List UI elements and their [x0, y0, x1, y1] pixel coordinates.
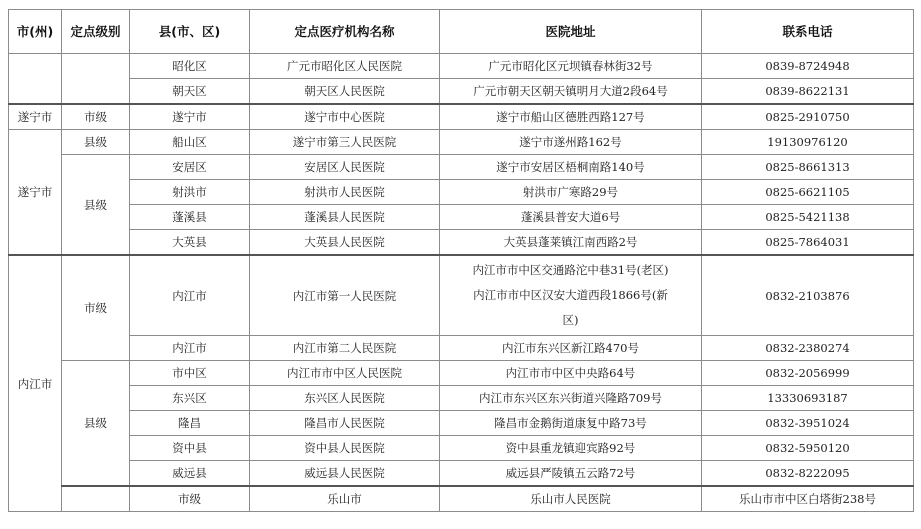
table-row: [9, 130, 914, 155]
county-cell: 昭化区: [130, 54, 250, 79]
level-cell: 市级: [130, 486, 250, 512]
designated-hospital-table: [8, 9, 914, 512]
county-cell: 船山区: [130, 130, 250, 155]
hospital-name-cell: 朝天区人民医院: [250, 79, 440, 105]
table-row: [9, 361, 914, 386]
hospital-name-cell: 内江市第一人民医院: [250, 255, 440, 336]
phone-cell: 0825-2910750: [702, 104, 914, 130]
address-cell: 内江市市中区中央路64号: [440, 361, 702, 386]
hospital-name-cell: 内江市第二人民医院: [250, 336, 440, 361]
table-row: [9, 386, 914, 411]
header-phone: 联系电话: [702, 10, 914, 54]
table-row: [9, 180, 914, 205]
phone-cell: 0825-5421138: [702, 205, 914, 230]
address-line: 内江市市中区汉安大道西段1866号(新: [473, 288, 668, 302]
phone-cell: 0825-7864031: [702, 230, 914, 256]
phone-cell: 0832-2056999: [702, 361, 914, 386]
address-cell: 内江市东兴区新江路470号: [440, 336, 702, 361]
level-cell: 市级: [62, 255, 130, 361]
table-row: [9, 255, 914, 336]
hospital-name-cell: 安居区人民医院: [250, 155, 440, 180]
table-row: [9, 436, 914, 461]
table-row: [9, 461, 914, 487]
phone-cell: 0839-8724948: [702, 54, 914, 79]
address-cell: 遂宁市安居区梧桐南路140号: [440, 155, 702, 180]
county-cell: 威远县: [130, 461, 250, 487]
phone-cell: 0839-8622131: [702, 79, 914, 105]
county-cell: 安居区: [130, 155, 250, 180]
address-cell: 资中县重龙镇迎宾路92号: [440, 436, 702, 461]
county-cell: 隆昌: [130, 411, 250, 436]
hospital-name-cell: 东兴区人民医院: [250, 386, 440, 411]
county-cell: 蓬溪县: [130, 205, 250, 230]
address-cell: 内江市东兴区东兴街道兴隆路709号: [440, 386, 702, 411]
header-level: 定点级别: [62, 10, 130, 54]
hospital-name-cell: 大英县人民医院: [250, 230, 440, 256]
hospital-name-cell: 射洪市人民医院: [250, 180, 440, 205]
county-cell: 大英县: [130, 230, 250, 256]
address-cell: 蓬溪县普安大道6号: [440, 205, 702, 230]
address-cell: 大英县蓬莱镇江南西路2号: [440, 230, 702, 256]
phone-cell: 13330693187: [702, 386, 914, 411]
address-line: 区): [562, 313, 579, 327]
county-cell: 东兴区: [130, 386, 250, 411]
level-cell: 县级: [62, 155, 130, 256]
hospital-name-cell: 遂宁市中心医院: [250, 104, 440, 130]
address-cell: 遂宁市遂州路162号: [440, 130, 702, 155]
hospital-name-cell: 乐山市人民医院: [440, 486, 702, 512]
hospital-name-cell: 广元市昭化区人民医院: [250, 54, 440, 79]
address-line: 内江市市中区交通路沱中巷31号(老区): [472, 263, 669, 277]
phone-cell: 0832-3951024: [702, 411, 914, 436]
address-cell: 射洪市广寒路29号: [440, 180, 702, 205]
phone-cell: 19130976120: [702, 130, 914, 155]
header-hospital-name: 定点医疗机构名称: [250, 10, 440, 54]
city-cell-leshan: [62, 486, 130, 512]
city-cell-neijiang: 内江市: [9, 255, 62, 512]
phone-cell: 0832-2380274: [702, 336, 914, 361]
table-row: [9, 230, 914, 256]
phone-cell: 0832-8222095: [702, 461, 914, 487]
hospital-name-cell: 隆昌市人民医院: [250, 411, 440, 436]
level-cell: 市级: [62, 104, 130, 130]
table-header-row: [9, 10, 914, 54]
level-cell: 县级: [62, 361, 130, 487]
city-cell-suining-top: 遂宁市: [9, 104, 62, 130]
address-cell: 隆昌市金鹅街道康复中路73号: [440, 411, 702, 436]
county-cell: 朝天区: [130, 79, 250, 105]
phone-cell: 0832-2103876: [702, 255, 914, 336]
address-cell: 广元市昭化区元坝镇春林街32号: [440, 54, 702, 79]
hospital-name-cell: 威远县人民医院: [250, 461, 440, 487]
phone-cell: 0825-6621105: [702, 180, 914, 205]
county-cell: 内江市: [130, 336, 250, 361]
table-row: [9, 104, 914, 130]
table-row: [9, 155, 914, 180]
county-cell: 内江市: [130, 255, 250, 336]
phone-cell: 0832-5950120: [702, 436, 914, 461]
address-cell: 遂宁市船山区德胜西路127号: [440, 104, 702, 130]
hospital-name-cell: 遂宁市第三人民医院: [250, 130, 440, 155]
table-row: [9, 54, 914, 79]
header-address: 医院地址: [440, 10, 702, 54]
address-cell: 广元市朝天区朝天镇明月大道2段64号: [440, 79, 702, 105]
hospital-name-cell: 内江市市中区人民医院: [250, 361, 440, 386]
hospital-name-cell: 蓬溪县人民医院: [250, 205, 440, 230]
address-cell: [440, 255, 702, 336]
hospital-name-cell: 资中县人民医院: [250, 436, 440, 461]
address-cell: 乐山市市中区白塔街238号: [702, 486, 914, 512]
table-row: [9, 205, 914, 230]
table-row: [9, 79, 914, 105]
table-row: [9, 336, 914, 361]
county-cell: 资中县: [130, 436, 250, 461]
city-cell-suining: 遂宁市: [9, 130, 62, 256]
county-cell: 市中区: [130, 361, 250, 386]
table-row: [9, 411, 914, 436]
city-cell-guangyuan: [9, 54, 62, 105]
county-cell: 射洪市: [130, 180, 250, 205]
address-cell: 威远县严陵镇五云路72号: [440, 461, 702, 487]
phone-cell: 0825-8661313: [702, 155, 914, 180]
county-cell: 遂宁市: [130, 104, 250, 130]
level-cell: 县级: [62, 130, 130, 155]
level-cell-guangyuan: [62, 54, 130, 105]
county-cell: 乐山市: [250, 486, 440, 512]
header-city: 市(州): [9, 10, 62, 54]
header-county: 县(市、区): [130, 10, 250, 54]
table-row: [9, 486, 914, 512]
